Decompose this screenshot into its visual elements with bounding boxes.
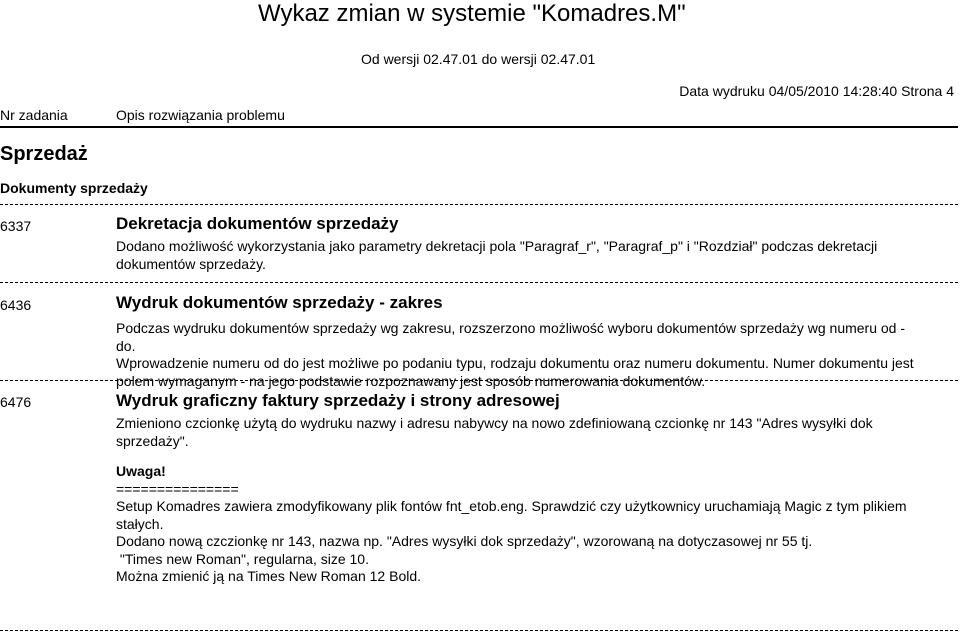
warning-line: Dodano nową czczionkę nr 143, nazwa np. "Adres wysyłki dok sprzedaży", wzorowaną na dotyczasowej nr 55 tj. xyxy=(116,533,813,549)
warning-line: Setup Komadres zawiera zmodyfikowany plik fontów fnt_etob.eng. Sprawdzić czy użytkownicy uruchamiają Magic z tym plikiem xyxy=(116,498,907,514)
entry-line: Wprowadzenie numeru od do jest możliwe po podaniu typu, rodzaju dokumentu oraz numeru dokumentu. Numer dokumentu jest xyxy=(116,355,914,371)
entry-title: Wydruk graficzny faktury sprzedaży i strony adresowej xyxy=(116,391,560,410)
entry-line: Zmieniono czcionkę użytą do wydruku nazwy i adresu nabywcy na nowo zdefiniowaną czcionkę nr 143 "Adres wysyłki dok xyxy=(116,415,873,431)
entry-warning xyxy=(116,463,916,586)
entry-line: Dodano możliwość wykorzystania jako parametry dekretacji pola "Paragraf_r", "Paragraf_p" i "Rozdział" podczas dekretacji xyxy=(116,238,878,254)
entry-description xyxy=(116,238,916,273)
entry-number: 6436 xyxy=(0,297,32,313)
print-info: Data wydruku 04/05/2010 14:28:40 Strona 4 xyxy=(679,83,954,99)
section-title: Sprzedaż xyxy=(0,143,88,165)
warning-line: =============== xyxy=(116,480,239,497)
column-header-description: Opis rozwiązania problemu xyxy=(116,107,285,123)
entry-line: Podczas wydruku dokumentów sprzedaży wg zakresu, rozszerzono możliwość wyboru dokumentów sprzedaży wg numeru od - do. xyxy=(116,320,906,354)
warning-label: Uwaga! xyxy=(116,463,166,479)
subsection-title: Dokumenty sprzedaży xyxy=(0,180,148,196)
entry-line: polem wymaganym - na jego podstawie rozpoznawany jest sposób numerowania dokumentów. xyxy=(116,372,706,389)
warning-line: stałych. xyxy=(116,515,164,532)
entry-number: 6337 xyxy=(0,218,32,234)
entry-number: 6476 xyxy=(0,394,32,410)
version-range: Od wersji 02.47.01 do wersji 02.47.01 xyxy=(361,51,596,67)
entry-divider xyxy=(0,630,958,631)
entry-description xyxy=(116,415,916,450)
entry-line: dokumentów sprzedaży. xyxy=(116,255,266,272)
document-title: Wykaz zmian w systemie "Komadres.M" xyxy=(258,0,686,27)
warning-line: "Times new Roman", regularna, size 10. xyxy=(116,550,369,567)
column-header-number: Nr zadania xyxy=(0,107,68,123)
entry-divider xyxy=(0,204,958,205)
entry-title: Dekretacja dokumentów sprzedaży xyxy=(116,214,399,233)
entry-title: Wydruk dokumentów sprzedaży - zakres xyxy=(116,293,443,312)
header-divider xyxy=(0,126,958,128)
entry-divider xyxy=(0,282,958,283)
warning-line: Można zmienić ją na Times New Roman 12 Bold. xyxy=(116,568,422,584)
entry-line: sprzedaży". xyxy=(116,432,189,449)
entry-divider xyxy=(0,380,958,381)
